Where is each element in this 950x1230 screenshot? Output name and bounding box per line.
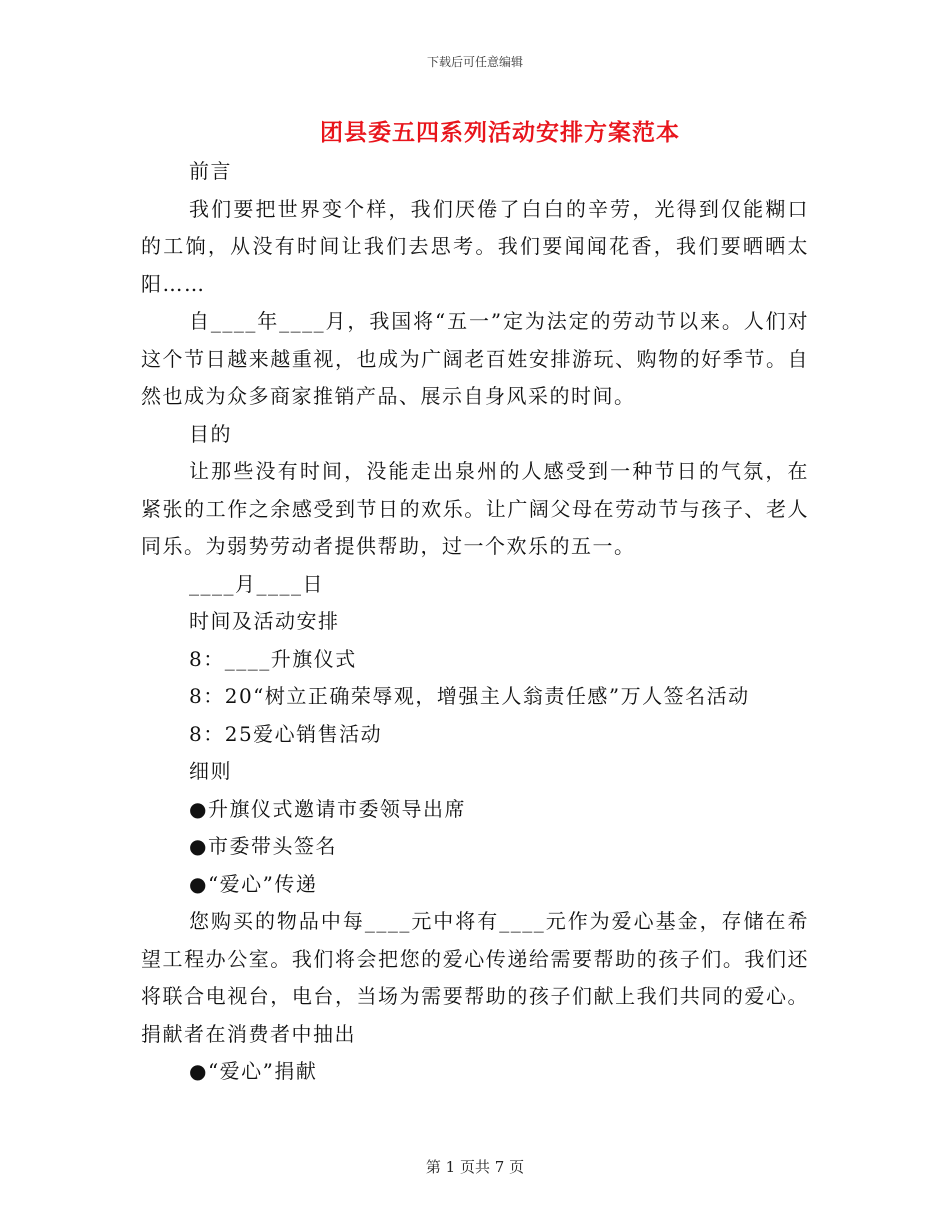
detail-bullet-signing: ●市委带头签名 [189, 834, 337, 858]
detail-bullet-flag-raising: ●升旗仪式邀请市委领导出席 [189, 796, 466, 821]
document-body [141, 153, 809, 1091]
detail-bullet-love-donation: ●“爱心”捐献 [189, 1059, 318, 1083]
header-note: 下载后可任意编辑 [426, 55, 523, 69]
page-footer: 第 1 页共 7 页 [425, 1158, 525, 1176]
paragraph-date: ____月____日 [189, 571, 324, 596]
paragraph-details-heading: 细则 [189, 759, 232, 783]
schedule-item-signing: 8：20“树立正确荣辱观，增强主人翁责任感”万人签名活动 [189, 684, 750, 708]
schedule-item-flag-raising: 8：____升旗仪式 [189, 646, 357, 671]
paragraph-purpose-heading: 目的 [189, 421, 232, 446]
document-title: 团县委五四系列活动安排方案范本 [320, 119, 680, 146]
paragraph-love-relay-body: 您购买的物品中每____元中将有____元作为爱心基金，存储在希望工程办公室。我们将会把您的爱心传递给需要帮助的孩子们。我们还将联合电视台，电台，当场为需要帮助的孩子们献上我们共同的爱心。捐献者在消费者中抽出 [141, 909, 809, 1046]
paragraph-schedule-heading: 时间及活动安排 [189, 609, 340, 633]
paragraph-preface-quote: 我们要把世界变个样，我们厌倦了白白的辛劳，光得到仅能糊口的工饷，从没有时间让我们去思考。我们要闻闻花香，我们要晒晒太阳…… [141, 196, 809, 296]
paragraph-preface-heading: 前言 [189, 159, 232, 183]
schedule-item-charity-sale: 8：25爱心销售活动 [189, 721, 383, 746]
detail-bullet-love-relay: ●“爱心”传递 [189, 871, 318, 896]
paragraph-preface-background: 自____年____月，我国将“五一”定为法定的劳动节以来。人们对这个节日越来越重视，也成为广阔老百姓安排游玩、购物的好季节。自然也成为众多商家推销产品、展示自身风采的时间。 [141, 309, 809, 408]
paragraph-purpose-body: 让那些没有时间，没能走出泉州的人感受到一种节日的气氛，在紧张的工作之余感受到节日的欢乐。让广阔父母在劳动节与孩子、老人同乐。为弱势劳动者提供帮助，过一个欢乐的五一。 [141, 459, 809, 558]
